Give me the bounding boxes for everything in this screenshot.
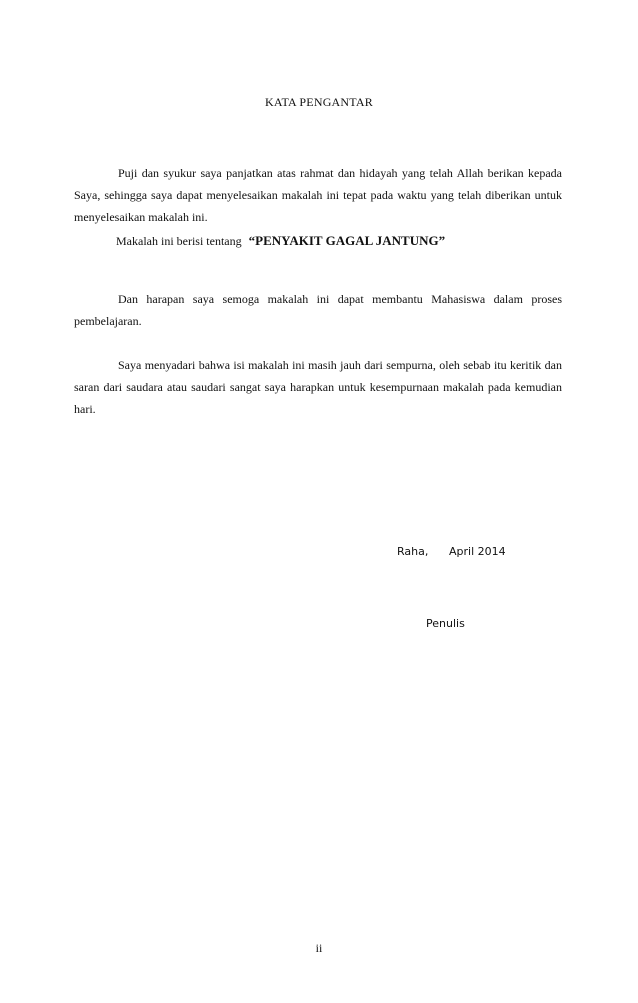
signature-city: Raha,: [397, 545, 429, 558]
paragraph-acknowledgement: Saya menyadari bahwa isi makalah ini masih jauh dari sempurna, oleh sebab itu keritik dan saran dari saudara atau saudari sangat saya harapkan untuk kesempurnaan makalah pada kemudian hari.: [74, 358, 562, 416]
topic-prefix: Makalah ini berisi tentang: [116, 234, 242, 248]
signature-date: April 2014: [449, 545, 506, 558]
signature-writer: Penulis: [426, 617, 465, 630]
paragraph-topic: [116, 230, 562, 252]
page-number: ii: [315, 941, 323, 955]
paragraph-gratitude: Puji dan syukur saya panjatkan atas rahmat dan hidayah yang telah Allah berikan kepada Saya, sehingga saya dapat menyelesaikan makalah ini tepat pada waktu yang telah diberikan untuk menyelesaikan makalah ini.: [74, 166, 562, 224]
page-title: KATA PENGANTAR: [265, 95, 373, 109]
topic-title: “PENYAKIT GAGAL JANTUNG”: [248, 233, 446, 248]
paragraph-hope: Dan harapan saya semoga makalah ini dapat membantu Mahasiswa dalam proses pembelajaran.: [74, 292, 562, 328]
